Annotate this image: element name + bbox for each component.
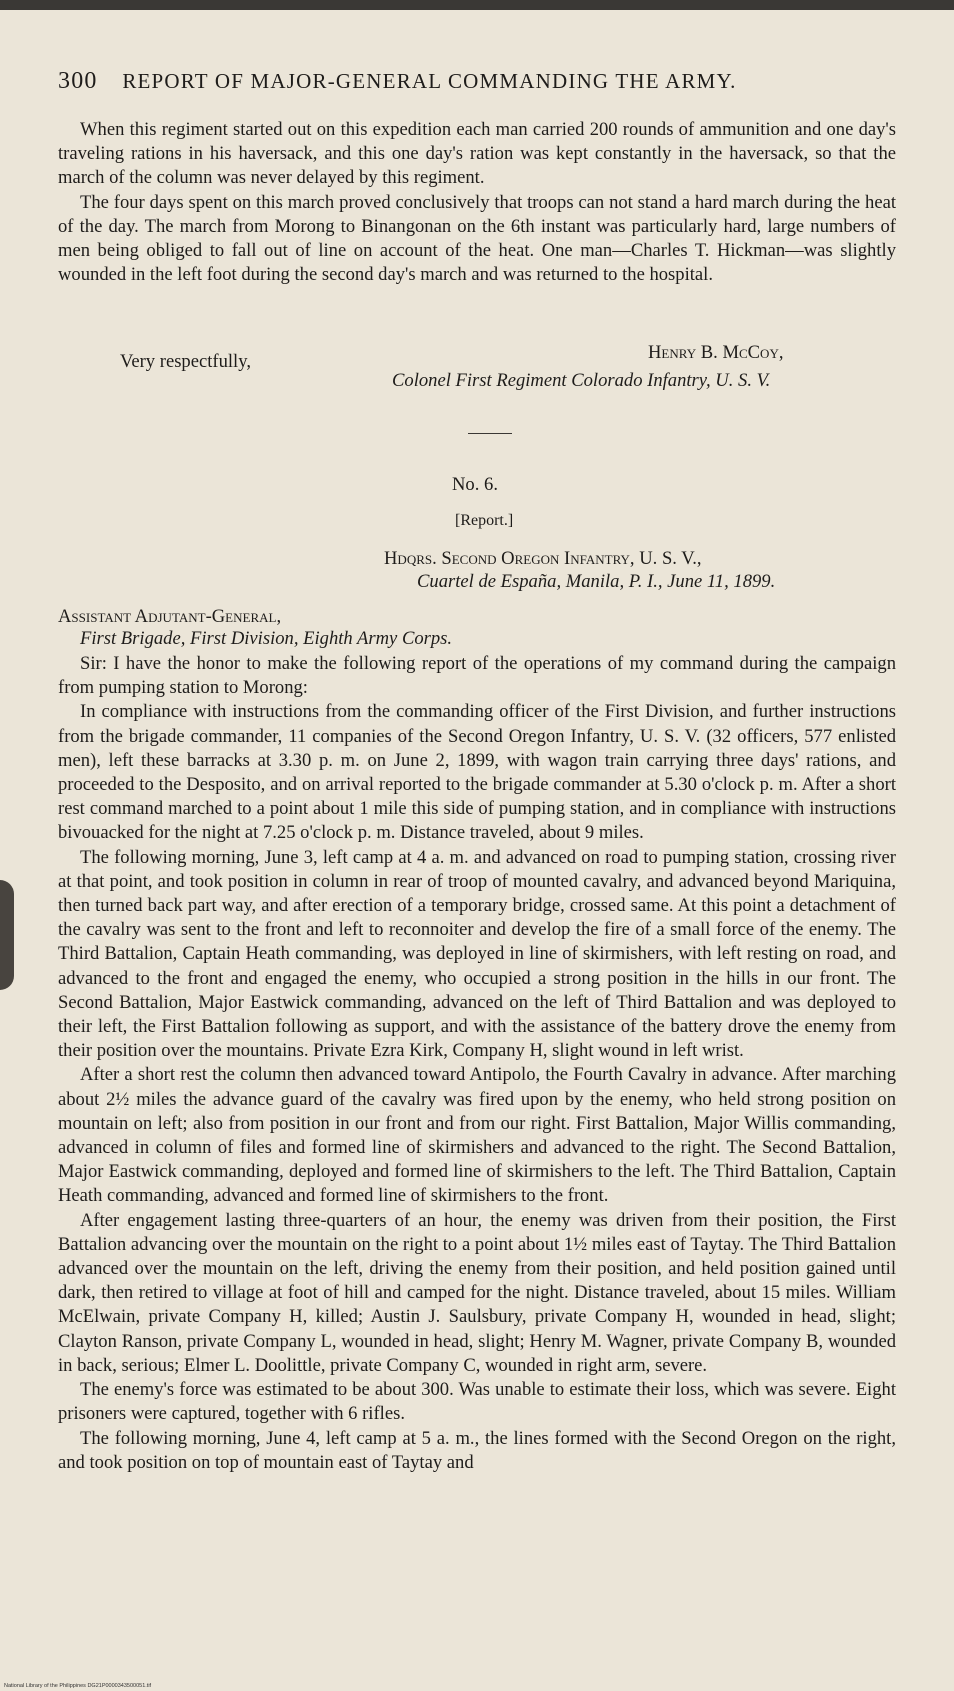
scan-top-border xyxy=(0,0,954,10)
scan-footer: National Library of the Philippines DG21P0000343500051.tif xyxy=(4,1683,152,1689)
addressee-unit: First Brigade, First Division, Eighth Army Corps. xyxy=(80,628,453,649)
paragraph: In compliance with instructions from the commanding officer of the First Division, and further instructions from the brigade commander, 11 companies of the Second Oregon Infantry, U. S. V. (32 officers, 577 enlisted men), left these barracks at 3.30 p. m. on June 2, 1899, with wagon train carrying three days' rations, and proceeded to the Desposito, and on arrival reported to the brigade commander at 5.30 o'clock p. m. After a short rest command marched to a point about 1 mile this side of pumping station, and in compliance with instructions bivouacked for the night at 7.25 o'clock p. m. Distance traveled, about 9 miles. xyxy=(58,701,896,844)
headquarters-line: Hdqrs. Second Oregon Infantry, U. S. V., xyxy=(384,548,702,569)
section-divider xyxy=(468,433,512,434)
signer-name: Henry B. McCoy, xyxy=(648,342,784,363)
paragraph: The enemy's force was estimated to be about 300. Was unable to estimate their loss, which was severe. Eight prisoners were captured, together with 6 rifles. xyxy=(58,1379,896,1425)
paragraph: The following morning, June 3, left camp at 4 a. m. and advanced on road to pumping station, crossing river at that point, and took position in column in rear of troop of mounted cavalry, and advanced beyond Mariquina, then turned back part way, and after erection of a temporary bridge, crossed same. At this point a detachment of the cavalry was sent to the front and left to reconnoiter and develop the fire of a small force of the enemy. The Third Battalion, Captain Heath commanding, was deployed in line of skirmishers, with left resting on road, and advanced to the front and engaged the enemy, who occupied a strong position in the hills in our front. The Second Battalion, Major Eastwick commanding, advanced on the left of Third Battalion and was deployed to their left, the First Battalion following as support, and with the assistance of the battery drove the enemy from their position over the mountains. Private Ezra Kirk, Company H, slight wound in left wrist. xyxy=(58,846,896,1062)
paragraph: After engagement lasting three-quarters of an hour, the enemy was driven from their position, the First Battalion advancing over the mountain on the right to a point about 1½ miles east of Taytay. The Third Battalion advanced over the mountain on the left, driving the enemy from their position, and held position gained until dark, then retired to village at foot of hill and camped for the night. Distance traveled, about 15 miles. William McElwain, private Company H, killed; Austin J. Saulsbury, private Company H, wounded in head, slight; Clayton Ranson, private Company L, wounded in head, slight; Henry M. Wagner, private Company B, wounded in back, serious; Elmer L. Doolittle, private Company C, wounded in right arm, severe. xyxy=(58,1209,896,1376)
scan-thumb-shadow xyxy=(0,880,14,990)
running-title: REPORT OF MAJOR-GENERAL COMMANDING THE ARMY. xyxy=(122,69,737,93)
paragraph: The following morning, June 4, left camp at 5 a. m., the lines formed with the Second Oregon on the right, and took position on top of mountain east of Taytay and xyxy=(58,1427,896,1473)
report-body xyxy=(58,652,896,1475)
signer-title: Colonel First Regiment Colorado Infantry, U. S. V. xyxy=(392,370,771,391)
running-header xyxy=(58,68,858,95)
paragraph: When this regiment started out on this expedition each man carried 200 rounds of ammunition and one day's traveling rations in his haversack, and this one day's ration was kept constantly in the haversack, so that the march of the column was never delayed by this regiment. xyxy=(58,119,896,189)
paragraph: Sir: I have the honor to make the following report of the operations of my command during the campaign from pumping station to Morong: xyxy=(58,653,896,699)
paragraph: After a short rest the column then advanced toward Antipolo, the Fourth Cavalry in advance. After marching about 2½ miles the advance guard of the cavalry was fired upon by the enemy, who held strong position on mountain on left; also from position in our front and from our right. First Battalion, Major Willis commanding, advanced in column of files and formed line of skirmishers and advanced to the right. The Second Battalion, Major Eastwick commanding, deployed and formed line of skirmishers to the left. The Third Battalion, Captain Heath commanding, advanced and formed line of skirmishers to the front. xyxy=(58,1064,896,1207)
page-number: 300 xyxy=(58,68,98,94)
intro-text xyxy=(58,118,896,287)
addressee: Assistant Adjutant-General, xyxy=(58,606,282,627)
closing: Very respectfully, xyxy=(120,351,251,372)
paragraph: The four days spent on this march proved conclusively that troops can not stand a hard march during the heat of the day. The march from Morong to Binangonan on the 6th instant was particularly hard, large numbers of men being obliged to fall out of line on account of the heat. One man—Charles T. Hickman—was slightly wounded in the left foot during the second day's march and was returned to the hospital. xyxy=(58,191,896,286)
location-date-line: Cuartel de España, Manila, P. I., June 11, 1899. xyxy=(417,571,776,592)
report-number: No. 6. xyxy=(452,474,498,495)
report-label: [Report.] xyxy=(455,512,514,529)
